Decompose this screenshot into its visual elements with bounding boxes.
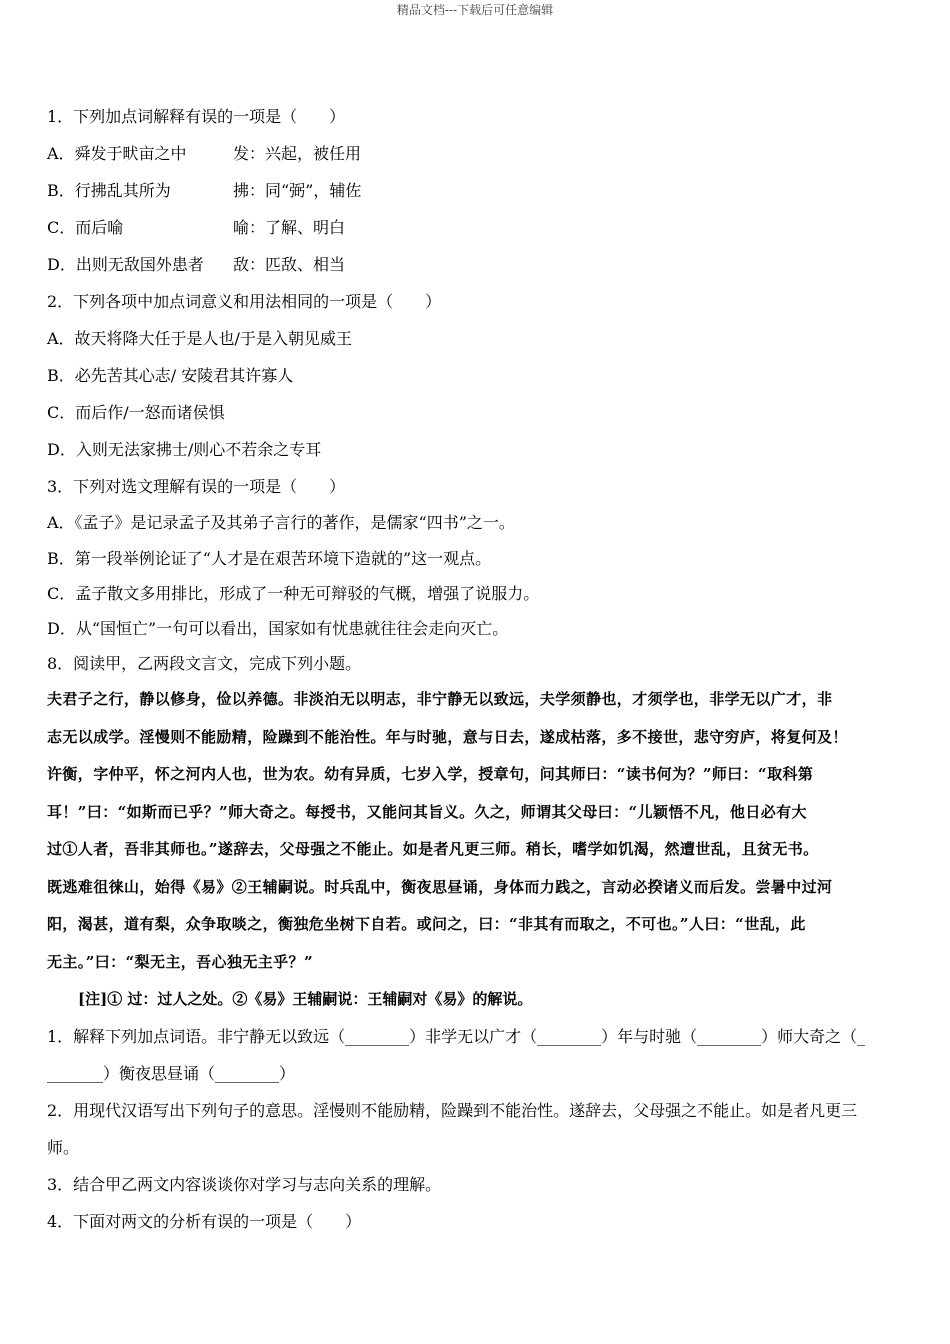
question-1-option-a <box>47 135 917 172</box>
question-2-option-b: B．必先苦其心志/ 安陵君其许寡人 <box>47 366 294 385</box>
passage-line: 既逃难徂徕山，始得《易》②王辅嗣说。时兵乱中，衡夜思昼诵，身体而力践之，言动必揆诸义而后发。尝暑中过河 <box>47 877 833 896</box>
passage-line: 过①人者，吾非其师也。”遂辞去，父母强之不能止。如是者凡更三师。稍长，嗜学如饥渴，然遭世乱，且贫无书。 <box>47 840 819 858</box>
question-2-stem: 2．下列各项中加点词意义和用法相同的一项是（ ） <box>47 292 442 311</box>
subquestion-1-line: 1．解释下列加点词语。非宁静无以致远（________）非学无以广才（________）年与时驰（________）师大奇之（_ <box>47 1027 866 1046</box>
passage-line: 阳，渴甚，道有梨，众争取啖之，衡独危坐树下自若。或问之，曰：“非其有而取之，不可也。”人曰：“世乱，此 <box>47 915 806 933</box>
question-1-option-c <box>47 209 917 246</box>
option-text: D．出则无敌国外患者 <box>47 255 204 274</box>
subquestion-2 <box>47 1092 917 1166</box>
option-text: B．行拂乱其所为 <box>47 181 171 200</box>
question-3-stem: 3．下列对选文理解有误的一项是（ ） <box>47 477 346 496</box>
option-gloss: 喻：了解、明白 <box>233 218 346 237</box>
option-text: C．而后喻 <box>47 218 124 237</box>
option-gloss: 发：兴起，被任用 <box>233 144 362 163</box>
question-3-option-b: B．第一段举例论证了“人才是在艰苦环境下造就的”这一观点。 <box>47 549 492 568</box>
subquestion-2-line: 2．用现代汉语写出下列句子的意思。淫慢则不能励精，险躁到不能治性。遂辞去，父母强之不能止。如是者凡更三 <box>47 1101 858 1120</box>
question-8-stem: 8．阅读甲，乙两段文言文，完成下列小题。 <box>47 654 362 673</box>
question-1-option-b <box>47 172 917 209</box>
passage-line: 许衡，字仲平，怀之河内人也，世为农。幼有异质，七岁入学，授章句，问其师曰：“读书何为？”师曰：“取科第 <box>47 765 814 783</box>
subquestion-2-line: 师。 <box>47 1138 80 1157</box>
page-header: 精品文档---下载后可任意编辑 <box>396 3 554 17</box>
question-1-stem: 1．下列加点词解释有误的一项是（ ） <box>47 107 346 126</box>
subquestion-3: 3．结合甲乙两文内容谈谈你对学习与志向关系的理解。 <box>47 1175 442 1194</box>
question-3-option-c: C．孟子散文多用排比，形成了一种无可辩驳的气概，增强了说服力。 <box>47 584 540 603</box>
passage-line: 夫君子之行，静以修身，俭以养德。非淡泊无以明志，非宁静无以致远，夫学须静也，才须学也，非学无以广才，非 <box>47 690 833 708</box>
passage <box>47 681 917 981</box>
option-text: A．舜发于畎亩之中 <box>47 144 187 163</box>
subquestion-1 <box>47 1018 917 1092</box>
passage-note: [注]① 过：过人之处。②《易》王辅嗣说：王辅嗣对《易》的解说。 <box>78 990 533 1008</box>
question-2-option-a: A．故天将降大任于是人也/于是入朝见威王 <box>47 329 352 348</box>
question-3-option-d: D．从“国恒亡”一句可以看出，国家如有忧患就往往会走向灭亡。 <box>47 619 509 638</box>
subquestion-4: 4．下面对两文的分析有误的一项是（ ） <box>47 1212 362 1231</box>
question-2-option-d: D．入则无法家拂士/则心不若余之专耳 <box>47 440 322 459</box>
passage-line: 志无以成学。淫慢则不能励精，险躁到不能治性。年与时驰，意与日去，遂成枯落，多不接世，悲守穷庐，将复何及！ <box>47 727 848 746</box>
passage-line: 耳！”曰：“如斯而已乎？”师大奇之。每授书，又能问其旨义。久之，师谓其父母曰：“儿颖悟不凡，他日必有大 <box>47 802 807 821</box>
question-3-option-a: A．《孟子》是记录孟子及其弟子言行的著作，是儒家“四书”之一。 <box>47 513 515 532</box>
option-gloss: 敌：匹敌、相当 <box>233 255 346 274</box>
option-gloss: 拂：同“弼”，辅佐 <box>233 181 362 200</box>
document-body <box>47 98 917 1240</box>
question-1-option-d <box>47 246 917 283</box>
subquestion-1-line: _______）衡夜思昼诵（________） <box>47 1064 296 1083</box>
question-2-option-c: C．而后作/一怒而诸侯惧 <box>47 403 225 422</box>
passage-line: 无主。”曰：“梨无主，吾心独无主乎？” <box>47 952 313 971</box>
